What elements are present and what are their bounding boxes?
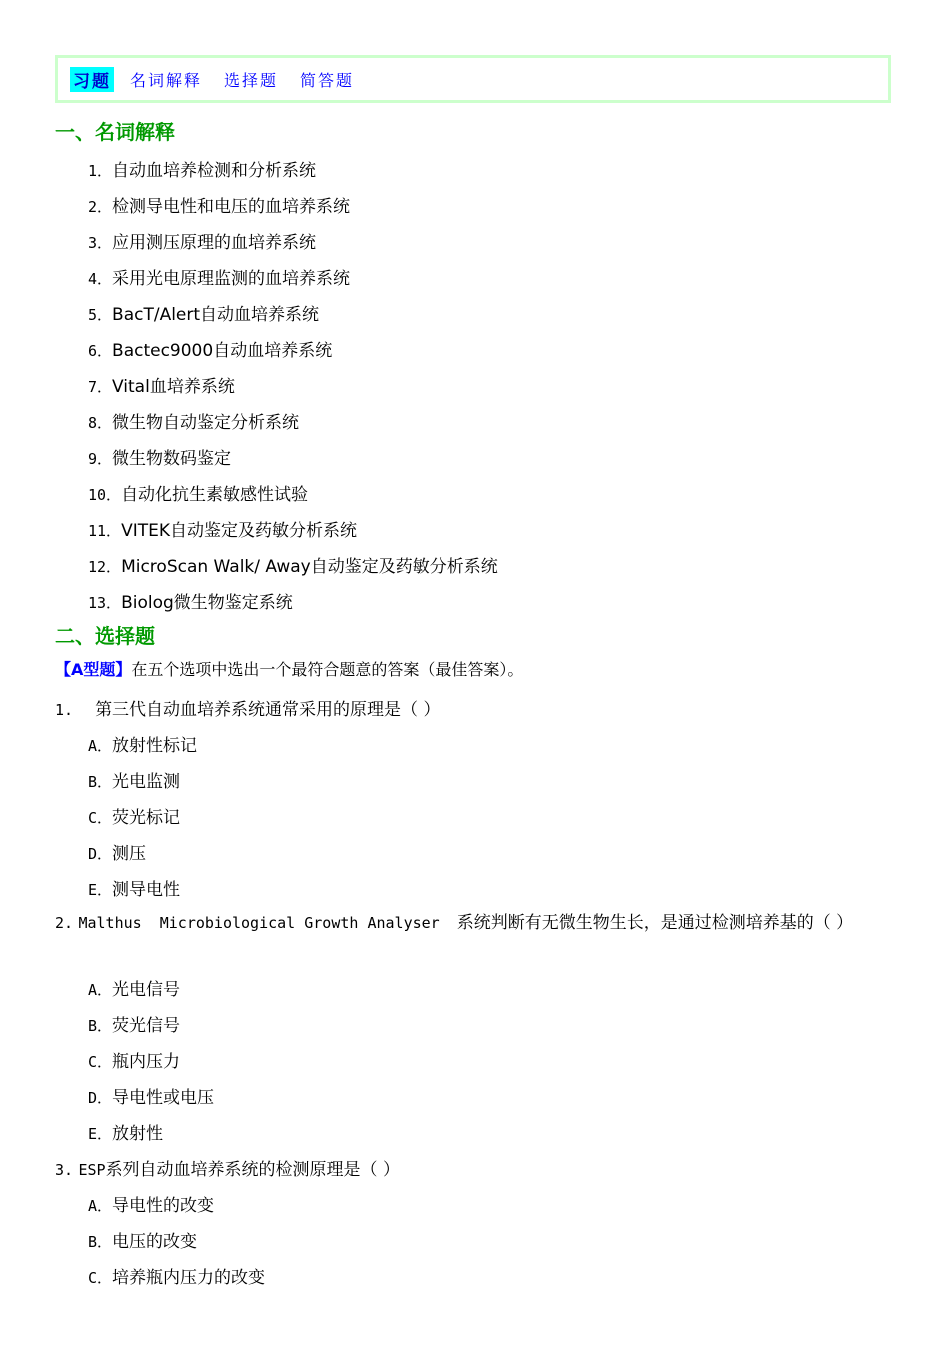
nav-link-short-answer[interactable]: 简答题 [300,70,355,90]
option-item: A．导电性的改变 [88,1196,215,1216]
question-2: 2. Malthus Microbiological Growth Analyser 系统判断有无微生物生长，是通过检测培养基的（ ） [55,913,854,933]
nav-link-terms[interactable]: 名词解释 [130,70,203,90]
term-item: 6．Bactec9000自动血培养系统 [88,341,333,361]
question-type-intro: 【A型题】在五个选项中选出一个最符合题意的答案（最佳答案）。 [55,660,524,679]
term-item: 2．检测导电性和电压的血培养系统 [88,197,351,217]
nav-link-choice[interactable]: 选择题 [224,70,279,90]
question-1: 1. 第三代自动血培养系统通常采用的原理是（ ） [55,700,441,720]
option-item: C．培养瓶内压力的改变 [88,1268,266,1288]
navigation-box [55,55,891,103]
section-heading-choice: 二、选择题 [55,624,155,648]
term-item: 5．BacT/Alert自动血培养系统 [88,305,320,325]
option-item: B．荧光信号 [88,1016,181,1036]
option-item: C．瓶内压力 [88,1052,181,1072]
term-item: 13．Biolog微生物鉴定系统 [88,593,293,613]
option-item: E．放射性 [88,1124,164,1144]
term-item: 8．微生物自动鉴定分析系统 [88,413,300,433]
term-item: 11．VITEK自动鉴定及药敏分析系统 [88,521,357,541]
nav-title: 习题 [70,67,114,92]
term-item: 9．微生物数码鉴定 [88,449,232,469]
option-item: C．荧光标记 [88,808,181,828]
option-item: E．测导电性 [88,880,181,900]
term-item: 3．应用测压原理的血培养系统 [88,233,317,253]
option-item: D．测压 [88,844,147,864]
term-item: 10．自动化抗生素敏感性试验 [88,485,309,505]
term-item: 7．Vital血培养系统 [88,377,235,397]
option-item: D．导电性或电压 [88,1088,215,1108]
option-item: B．电压的改变 [88,1232,198,1252]
term-item: 12．MicroScan Walk/ Away自动鉴定及药敏分析系统 [88,557,498,577]
term-item: 1．自动血培养检测和分析系统 [88,161,317,181]
option-item: B．光电监测 [88,772,181,792]
option-item: A．放射性标记 [88,736,198,756]
question-3: 3. ESP系列自动血培养系统的检测原理是（ ） [55,1160,400,1180]
section-heading-terms: 一、名词解释 [55,120,175,144]
term-item: 4．采用光电原理监测的血培养系统 [88,269,351,289]
question-type-tag: 【A型题】 [55,660,132,679]
option-item: A．光电信号 [88,980,181,1000]
